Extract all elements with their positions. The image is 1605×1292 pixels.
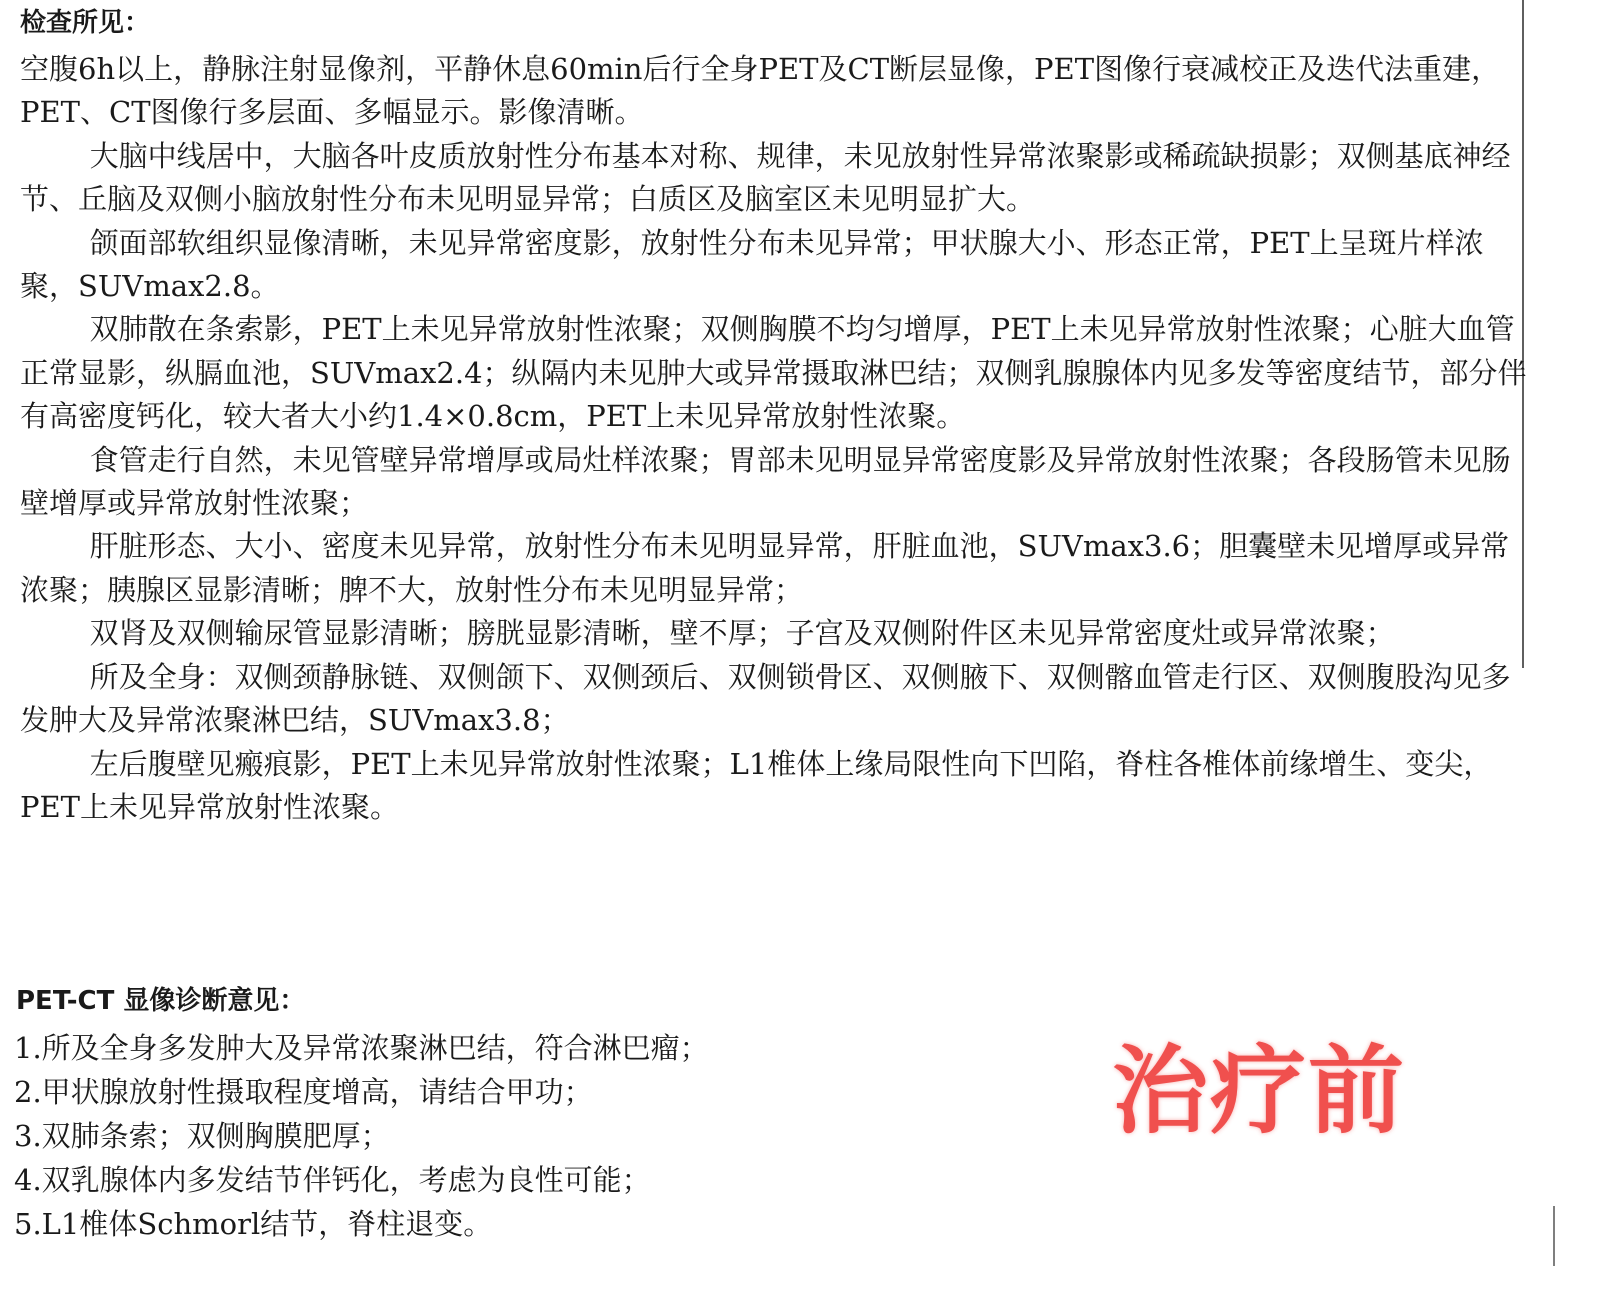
diagnosis-list: [14, 1026, 1114, 1246]
findings-paragraph-head-neck: 颌面部软组织显像清晰，未见异常密度影，放射性分布未见异常；甲状腺大小、形态正常，PET上呈斑片样浓聚，SUVmax2.8。: [20, 225, 1484, 304]
pre-treatment-stamp: 治疗前: [1112, 1035, 1406, 1147]
findings-paragraph-chest: 双肺散在条索影，PET上未见异常放射性浓聚；双侧胸膜不均匀增厚，PET上未见异常放射性浓聚；心脏大血管正常显影，纵膈血池，SUVmax2.4；纵隔内未见肿大或异常摄取淋巴结；双侧乳腺腺体内见多发等密度结节，部分伴有高密度钙化，较大者大小约1.4×0.8cm，PET上未见异常放射性浓聚。: [20, 312, 1527, 434]
findings-paragraph-gi: 食管走行自然，未见管壁异常增厚或局灶样浓聚；胃部未见明显异常密度影及异常放射性浓聚；各段肠管未见肠壁增厚或异常放射性浓聚；: [20, 442, 1511, 521]
findings-paragraph-brain: 大脑中线居中，大脑各叶皮质放射性分布基本对称、规律，未见放射性异常浓聚影或稀疏缺损影；双侧基底神经节、丘脑及双侧小脑放射性分布未见明显异常；白质区及脑室区未见明显扩大。: [20, 138, 1511, 217]
diagnosis-item: 4.双乳腺体内多发结节伴钙化，考虑为良性可能；: [14, 1163, 651, 1197]
findings-title: 检查所见：: [20, 8, 151, 38]
diagnosis-item: 1.所及全身多发肿大及异常浓聚淋巴结，符合淋巴瘤；: [14, 1031, 709, 1065]
diagnosis-item: 2.甲状腺放射性摄取程度增高，请结合甲功；: [14, 1075, 593, 1109]
findings-paragraph-procedure: 空腹6h以上，静脉注射显像剂，平静休息60min后行全身PET及CT断层显像，PET图像行衰减校正及迭代法重建，PET、CT图像行多层面、多幅显示。影像清晰。: [20, 52, 1501, 130]
diagnosis-item: 5.L1椎体Schmorl结节，脊柱退变。: [14, 1207, 493, 1241]
diagnosis-item: 3.双肺条索；双侧胸膜肥厚；: [14, 1119, 390, 1153]
findings-paragraph-lymph: 所及全身：双侧颈静脉链、双侧颌下、双侧颈后、双侧锁骨区、双侧腋下、双侧髂血管走行区、双侧腹股沟见多发肿大及异常浓聚淋巴结，SUVmax3.8；: [20, 659, 1511, 738]
scan-edge-line-bottom: [1553, 1206, 1555, 1266]
findings-paragraph-bone: 左后腹壁见瘢痕影，PET上未见异常放射性浓聚；L1椎体上缘局限性向下凹陷，脊柱各椎体前缘增生、变尖，PET上未见异常放射性浓聚。: [20, 746, 1493, 824]
findings-body: [20, 48, 1535, 829]
findings-paragraph-liver: 肝脏形态、大小、密度未见异常，放射性分布未见明显异常，肝脏血池，SUVmax3.6；胆囊壁未见增厚或异常浓聚；胰腺区显影清晰；脾不大，放射性分布未见明显异常；: [20, 529, 1510, 607]
diagnosis-title: PET-CT 显像诊断意见：: [16, 986, 306, 1016]
findings-paragraph-urinary: 双肾及双侧输尿管显影清晰；膀胱显影清晰，壁不厚；子宫及双侧附件区未见异常密度灶或异常浓聚；: [89, 616, 1395, 651]
